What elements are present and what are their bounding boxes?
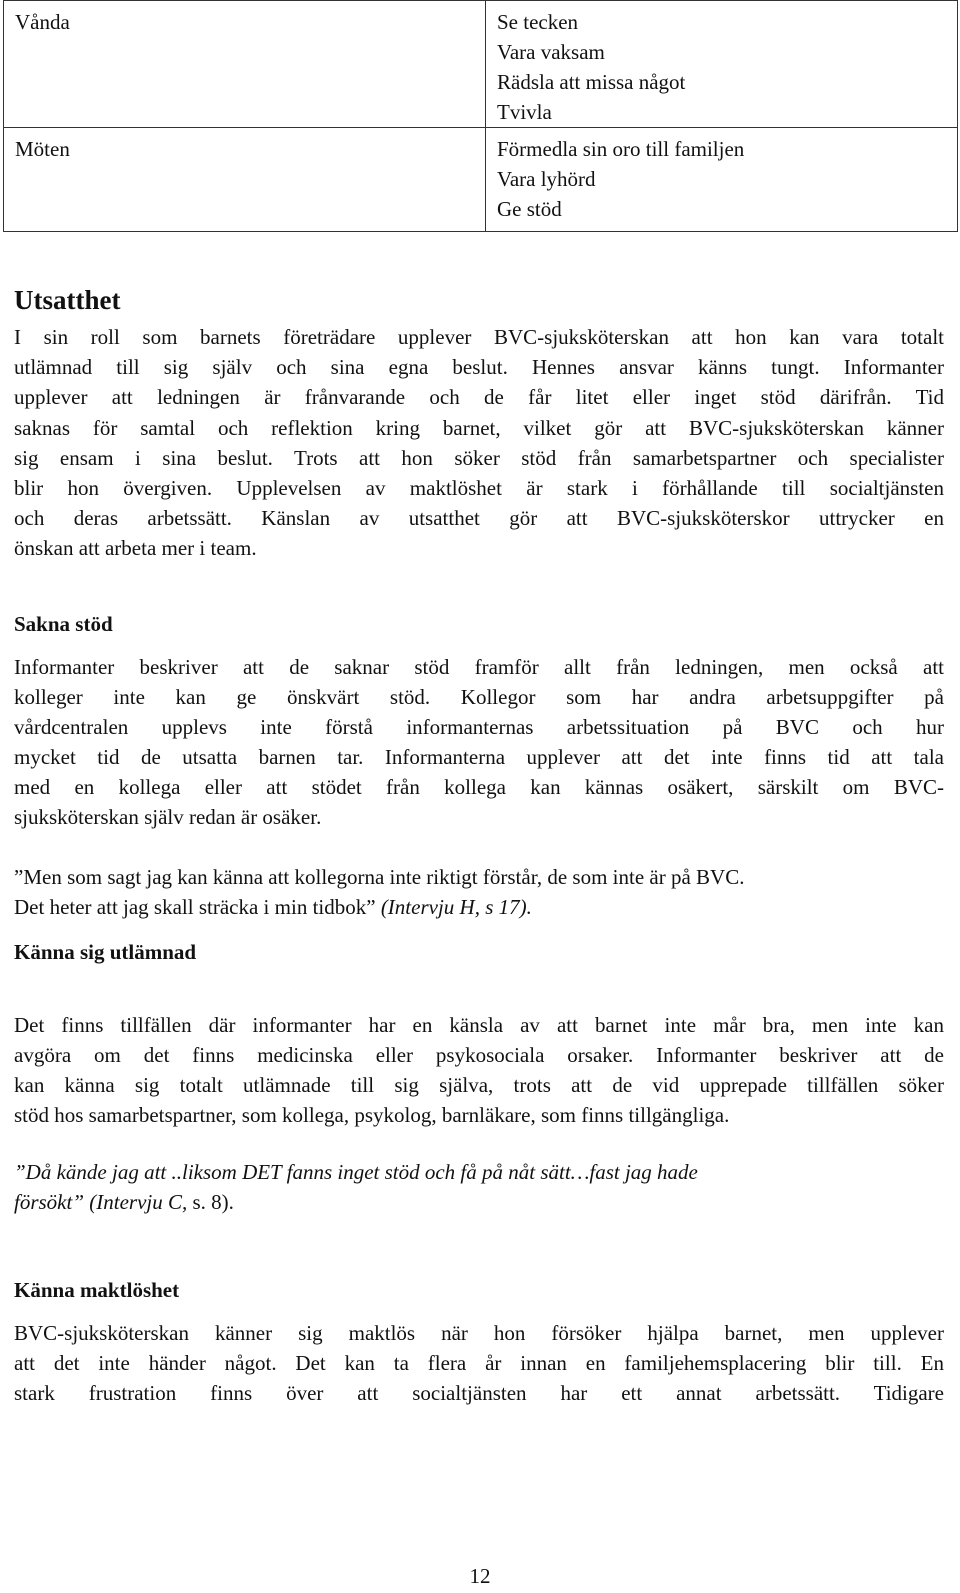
text-line: mycket tid de utsatta barnen tar. Informanterna upplever att det inte finns tid att tala xyxy=(14,745,944,769)
text-line: sig ensam i sina beslut. Trots att hon söker stöd från samarbetspartner och specialister xyxy=(14,445,944,470)
quote-interview-h xyxy=(14,862,944,922)
table-cell-subcategories xyxy=(486,1,958,128)
subcategory-item: Ge stöd xyxy=(497,197,562,221)
text-line: upplever att ledningen är frånvarande och de får litet eller inget stöd därifrån. Tid xyxy=(14,385,944,410)
table-row xyxy=(4,128,958,232)
quote-reference: s. 8). xyxy=(187,1190,234,1214)
text-line: I sin roll som barnets företrädare upplever BVC-sjuksköterskan att hon kan vara totalt xyxy=(14,325,944,349)
table-row xyxy=(4,1,958,128)
paragraph-sakna-stod xyxy=(14,652,944,832)
section-heading: Utsatthet xyxy=(14,285,121,315)
paragraph-kanna-maktloshet xyxy=(14,1318,944,1408)
subcategory-item: Vara vaksam xyxy=(497,40,605,64)
quote-line xyxy=(14,892,944,922)
quote-line: ”Då kände jag att ..liksom DET fanns inget stöd och få på nåt sätt…fast jag hade xyxy=(14,1160,698,1184)
text-line: sjuksköterskan själv redan är osäker. xyxy=(14,805,322,829)
table-cell-subcategories xyxy=(486,128,958,232)
quote-text: Det heter att jag skall sträcka i min tidbok” xyxy=(14,895,376,919)
text-line: kan känna sig totalt utlämnade till sig själva, trots att de vid upprepade tillfällen söker xyxy=(14,1073,944,1097)
category-label: Vånda xyxy=(15,10,70,34)
quote-text: försökt” (Intervju C, xyxy=(14,1190,188,1214)
subcategory-item: Rädsla att missa något xyxy=(497,70,686,94)
subheading-sakna-stod: Sakna stöd xyxy=(14,612,113,636)
text-line: Det finns tillfällen där informanter har en känsla av att barnet inte mår bra, men inte kan xyxy=(14,1013,944,1037)
text-line: stark frustration finns över att socialtjänsten har ett annat arbetssätt. Tidigare xyxy=(14,1381,944,1405)
text-line: stöd hos samarbetspartner, som kollega, psykolog, barnläkare, som finns tillgängliga. xyxy=(14,1103,730,1127)
subcategory-item: Se tecken xyxy=(497,10,579,34)
text-line: utlämnad till sig själv och sina egna beslut. Hennes ansvar känns tungt. Informanter xyxy=(14,355,944,380)
table-cell-category xyxy=(4,128,486,232)
subcategory-item: Vara lyhörd xyxy=(497,167,596,191)
subcategory-item: Förmedla sin oro till familjen xyxy=(497,137,745,161)
quote-line xyxy=(14,1187,944,1217)
text-line: att det inte händer något. Det kan ta flera år innan en familjehemsplacering blir till. En xyxy=(14,1351,944,1375)
text-line: Informanter beskriver att de saknar stöd framför allt från ledningen, men också att xyxy=(14,655,944,679)
table-cell-category xyxy=(4,1,486,128)
text-line: kolleger inte kan ge önskvärt stöd. Kollegor som har andra arbetsuppgifter på xyxy=(14,685,944,709)
subheading-kanna-utlamnad: Känna sig utlämnad xyxy=(14,940,197,964)
quote-interview-c xyxy=(14,1157,944,1217)
text-line: och deras arbetssätt. Känslan av utsatthet gör att BVC-sjuksköterskor uttrycker en xyxy=(14,506,944,531)
quote-reference: (Intervju H, s 17). xyxy=(375,895,532,919)
text-line: BVC-sjuksköterskan känner sig maktlös när hon försöker hjälpa barnet, men upplever xyxy=(14,1321,944,1345)
page-number: 12 xyxy=(469,1564,491,1588)
subheading-kanna-maktloshet: Känna maktlöshet xyxy=(14,1278,180,1302)
text-line: önskan att arbeta mer i team. xyxy=(14,536,257,561)
category-label: Möten xyxy=(15,137,70,161)
subcategory-item: Tvivla xyxy=(497,100,552,124)
paragraph-utsatthet xyxy=(14,322,944,564)
text-line: avgöra om det finns medicinska eller psykosociala orsaker. Informanter beskriver att de xyxy=(14,1043,944,1067)
text-line: vårdcentralen upplevs inte förstå informanternas arbetssituation på BVC och hur xyxy=(14,715,944,739)
text-line: saknas för samtal och reflektion kring barnet, vilket gör att BVC-sjuksköterskan känner xyxy=(14,415,944,440)
category-table xyxy=(3,0,958,232)
quote-line: ”Men som sagt jag kan känna att kollegorna inte riktigt förstår, de som inte är på BVC. xyxy=(14,865,745,889)
paragraph-kanna-utlamnad xyxy=(14,1010,944,1130)
text-line: med en kollega eller att stödet från kollega kan kännas osäkert, särskilt om BVC- xyxy=(14,775,944,799)
text-line: blir hon övergiven. Upplevelsen av maktlöshet är stark i förhållande till socialtjänsten xyxy=(14,476,944,501)
